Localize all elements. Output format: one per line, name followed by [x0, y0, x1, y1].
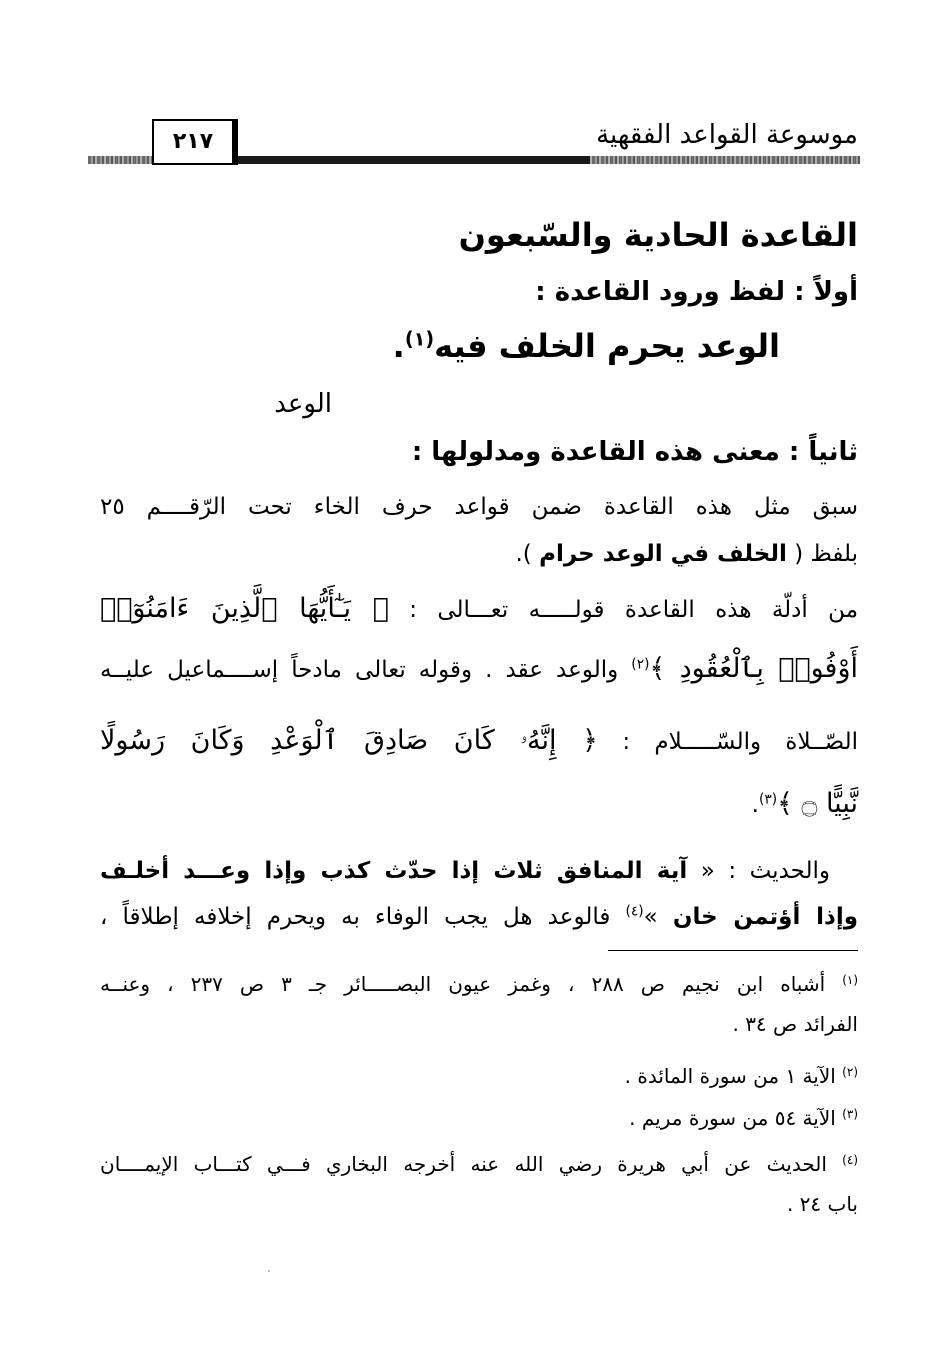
footnote-text: أشباه ابن نجيم ص ٢٨٨ ، وغمز عيون البصـــــائر جـ ٣ ص ٢٣٧ ، وعنــه — [100, 972, 826, 996]
evidence-text-2: والوعد عقد . وقوله تعالى مادحاً إســــماعيل عليــه — [100, 657, 619, 683]
paragraph1-line1: سبق مثل هذه القاعدة ضمن قواعد حرف الخاء تحت الرّقــــم ٢٥ — [100, 494, 858, 520]
footnote-4-line2: باب ٢٤ . — [786, 1192, 858, 1216]
quran-verse-1a: ﴿ يَـٰٓأَيُّهَا ٱلَّذِينَ ءَامَنُوٓا۟ — [100, 593, 389, 624]
header-rule-dark-segment — [230, 156, 590, 164]
keyword: الوعد — [274, 389, 332, 419]
footnote-text: الحديث عن أبي هريرة رضي الله عنه أخرجه البخاري فـــي كتـــاب الإيمــــان — [100, 1152, 827, 1176]
footnote-text: الآية ٥٤ من سورة مريم . — [629, 1106, 836, 1130]
footnote-ref-4: (٤) — [625, 903, 644, 920]
footnote-4-line1 — [100, 1148, 858, 1180]
section2-heading: ثانياً : معنى هذه القاعدة ومدلولها : — [411, 437, 858, 467]
rule-statement-end: . — [392, 327, 405, 365]
footnote-number: (٢) — [842, 1064, 858, 1079]
rule-title: القاعدة الحادية والسّبعون — [458, 216, 858, 254]
running-header-title: موسوعة القواعد الفقهية — [596, 120, 858, 150]
footnote-2 — [625, 1060, 858, 1092]
footnote-text: الآية ١ من سورة المائدة . — [624, 1064, 836, 1088]
footnote-ref-2: (٢) — [631, 656, 650, 673]
quran-verse-2a: ﴿ إِنَّهُۥ كَانَ صَادِقَ ٱلْوَعْدِ وَكَانَ رَسُولًا — [100, 725, 598, 756]
quran-verse-1b: أَوْفُوا۟ بِٱلْعُقُودِ ﴾ — [649, 653, 858, 684]
footnote-3 — [629, 1102, 858, 1134]
footnote-1-line2: الفرائد ص ٣٤ . — [732, 1012, 858, 1036]
salutation-text: الصّــلاة والسّـــــلام : — [622, 729, 859, 755]
footnote-number: (٣) — [842, 1106, 858, 1121]
paragraph2-line4 — [752, 785, 858, 824]
footnote-ref-1: (١) — [404, 327, 435, 351]
paragraph1-line2 — [516, 535, 859, 573]
hadith-text-2: وإذا أؤتمن خان — [672, 904, 859, 930]
paragraph2-line2 — [100, 650, 858, 689]
paragraph2-line3 — [100, 722, 858, 761]
verse-end: . — [751, 792, 759, 818]
footnote-number: (٤) — [842, 1152, 858, 1167]
footnote-number: (١) — [842, 972, 859, 987]
quoted-phrase: الخلف في الوعد حرام — [539, 541, 787, 567]
rule-statement — [393, 322, 780, 370]
paragraph3-line2 — [100, 898, 858, 936]
footnote-1-line1 — [100, 968, 858, 1000]
quote-close: » — [643, 904, 658, 930]
rule-statement-text: الوعد يحرم الخلف فيه — [434, 327, 780, 365]
footnote-ref-3: (٣) — [758, 791, 778, 808]
paragraph2-line1 — [100, 590, 858, 629]
scan-speck — [268, 1270, 270, 1272]
discussion-text: فالوعد هل يجب الوفاء به ويحرم إخلافه إطلاقاً ، — [100, 904, 611, 930]
quran-verse-2b: نَّبِيًّا ۝ ﴾ — [777, 788, 858, 819]
hadith-text-1: آية المنافق ثلاث إذا حدّث كذب وإذا وعـــد أخلـف — [100, 858, 688, 884]
hadith-intro: والحديث : « — [700, 858, 830, 884]
page-number: ٢١٧ — [152, 119, 234, 165]
section1-heading: أولاً : لفظ ورود القاعدة : — [535, 277, 858, 307]
paren-close: ). — [515, 541, 532, 567]
footnote-separator — [608, 950, 858, 951]
evidence-text: من أدلّة هذه القاعدة قولـــــه تعـــالى : — [409, 597, 859, 623]
paren-open: بلفظ ( — [794, 541, 858, 567]
paragraph3-line1 — [100, 852, 858, 890]
